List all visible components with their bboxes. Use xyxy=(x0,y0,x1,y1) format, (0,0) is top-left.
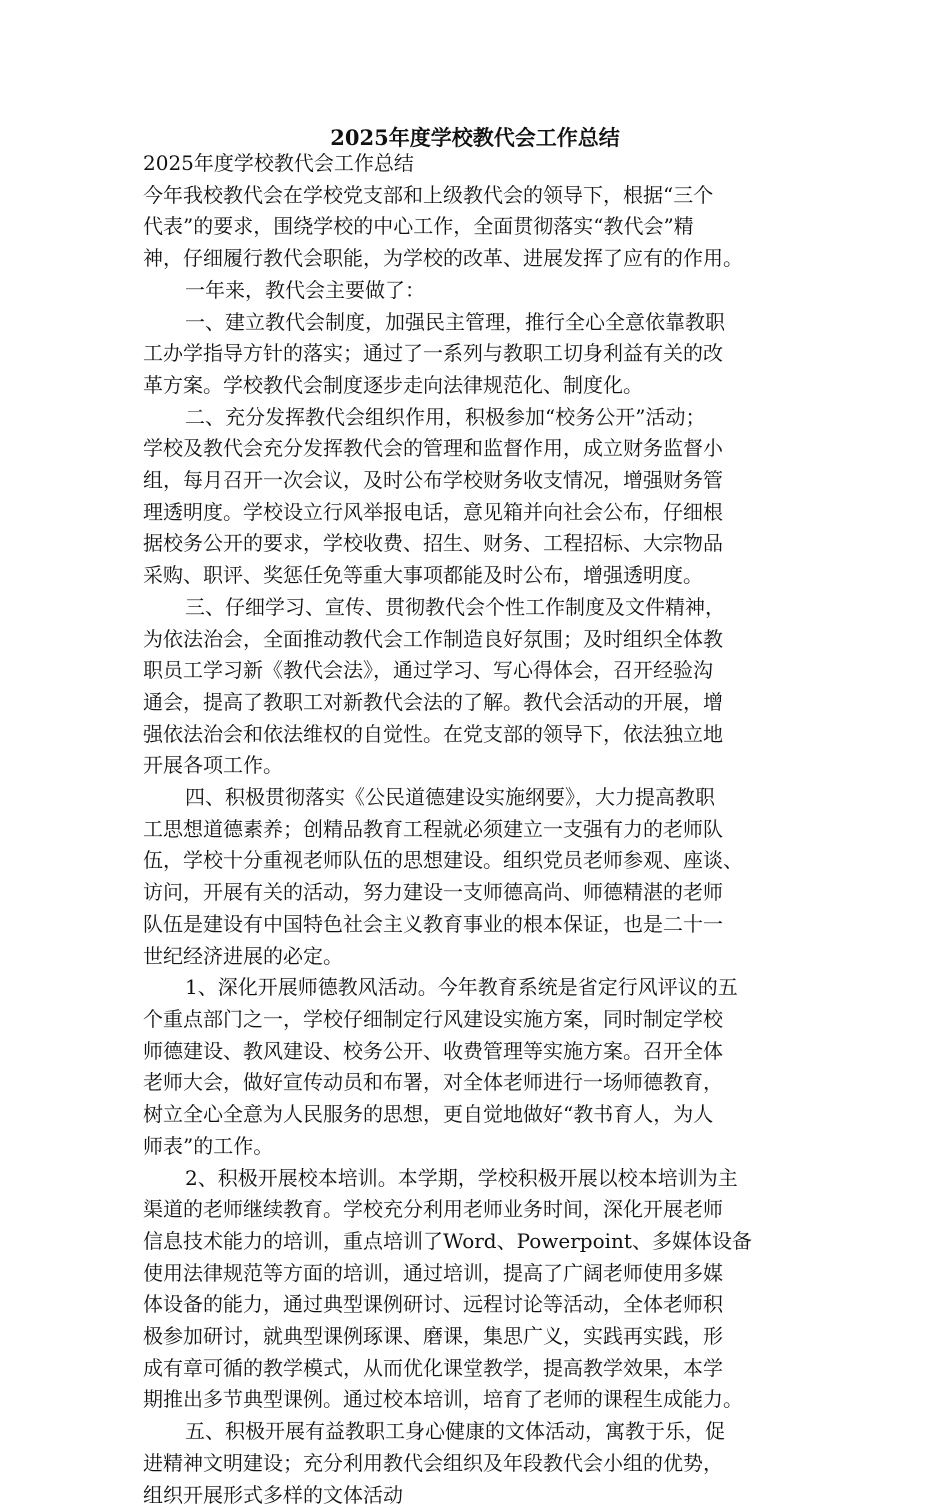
body-line: 通会，提高了教职工对新教代会法的了解。教代会活动的开展，增 xyxy=(143,689,723,714)
body-line: 队伍是建设有中国特色社会主义教育事业的根本保证，也是二十一 xyxy=(143,911,723,936)
body-line: 理透明度。学校设立行风举报电话，意见箱并向社会公布，仔细根 xyxy=(143,499,723,524)
body-line: 神，仔细履行教代会职能，为学校的改革、进展发挥了应有的作用。 xyxy=(143,246,743,271)
body-line: 老师大会，做好宣传动员和布署，对全体老师进行一场师德教育， xyxy=(143,1070,723,1095)
body-line: 代表”的要求，围绕学校的中心工作，全面贯彻落实“教代会”精 xyxy=(143,214,694,239)
body-line: 组，每月召开一次会议，及时公布学校财务收支情况，增强财务管 xyxy=(143,468,723,493)
body-line: 学校及教代会充分发挥教代会的管理和监督作用，成立财务监督小 xyxy=(143,436,723,461)
body-line: 师德建设、教风建设、校务公开、收费管理等实施方案。召开全体 xyxy=(143,1038,723,1063)
body-line: 四、积极贯彻落实《公民道德建设实施纲要》，大力提高教职 xyxy=(185,785,715,810)
body-line: 师表”的工作。 xyxy=(143,1133,274,1158)
body-line: 信息技术能力的培训，重点培训了Word、Powerpoint、多媒体设备 xyxy=(143,1228,752,1253)
body-line: 开展各项工作。 xyxy=(143,753,283,778)
body-line: 成有章可循的教学模式，从而优化课堂教学，提高教学效果，本学 xyxy=(143,1355,723,1380)
body-line: 职员工学习新《教代会法》，通过学习、写心得体会，召开经验沟 xyxy=(143,658,713,683)
body-line: 进精神文明建设；充分利用教代会组织及年段教代会小组的优势， xyxy=(143,1450,723,1475)
body-line: 2、积极开展校本培训。本学期，学校积极开展以校本培训为主 xyxy=(185,1165,738,1190)
body-line: 工思想道德素养；创精品教育工程就必须建立一支强有力的老师队 xyxy=(143,816,723,841)
body-line: 2025年度学校教代会工作总结 xyxy=(143,151,414,175)
body-line: 二、充分发挥教代会组织作用，积极参加“校务公开”活动； xyxy=(185,404,706,429)
body-line: 据校务公开的要求，学校收费、招生、财务、工程招标、大宗物品 xyxy=(143,531,723,556)
body-line: 1、深化开展师德教风活动。今年教育系统是省定行风评议的五 xyxy=(185,975,738,1000)
body-line: 五、积极开展有益教职工身心健康的文体活动，寓教于乐，促 xyxy=(185,1419,725,1444)
body-line: 强依法治会和依法维权的自觉性。在党支部的领导下，依法独立地 xyxy=(143,721,723,746)
body-line: 三、仔细学习、宣传、贯彻教代会个性工作制度及文件精神， xyxy=(185,594,725,619)
body-line: 极参加研讨，就典型课例琢课、磨课，集思广义，实践再实践，形 xyxy=(143,1324,723,1349)
document-title: 2025年度学校教代会工作总结 xyxy=(330,125,620,150)
body-line: 使用法律规范等方面的培训，通过培训，提高了广阔老师使用多媒 xyxy=(143,1260,723,1285)
body-line: 期推出多节典型课例。通过校本培训，培育了老师的课程生成能力。 xyxy=(143,1387,743,1412)
body-line: 组织开展形式多样的文体活动 xyxy=(143,1482,403,1507)
body-line: 渠道的老师继续教育。学校充分利用老师业务时间，深化开展老师 xyxy=(143,1197,723,1222)
document-body xyxy=(143,148,815,1511)
body-line: 今年我校教代会在学校党支部和上级教代会的领导下，根据“三个 xyxy=(143,182,714,207)
body-line: 世纪经济进展的必定。 xyxy=(143,943,343,968)
body-line: 革方案。学校教代会制度逐步走向法律规范化、制度化。 xyxy=(143,372,643,397)
body-line: 采购、职评、奖惩任免等重大事项都能及时公布，增强透明度。 xyxy=(143,563,703,588)
body-line: 工办学指导方针的落实；通过了一系列与教职工切身利益有关的改 xyxy=(143,341,723,366)
body-line: 一、建立教代会制度，加强民主管理，推行全心全意依靠教职 xyxy=(185,309,725,334)
body-line: 为依法治会，全面推动教代会工作制造良好氛围；及时组织全体教 xyxy=(143,626,723,651)
body-line: 一年来，教代会主要做了： xyxy=(185,277,425,302)
body-line: 伍，学校十分重视老师队伍的思想建设。组织党员老师参观、座谈、 xyxy=(143,848,743,873)
body-line: 体设备的能力，通过典型课例研讨、远程讨论等活动，全体老师积 xyxy=(143,1292,723,1317)
body-line: 个重点部门之一，学校仔细制定行风建设实施方案，同时制定学校 xyxy=(143,1006,723,1031)
body-line: 访问，开展有关的活动，努力建设一支师德高尚、师德精湛的老师 xyxy=(143,880,723,905)
body-line: 树立全心全意为人民服务的思想，更自觉地做好“教书育人，为人 xyxy=(143,1102,714,1127)
